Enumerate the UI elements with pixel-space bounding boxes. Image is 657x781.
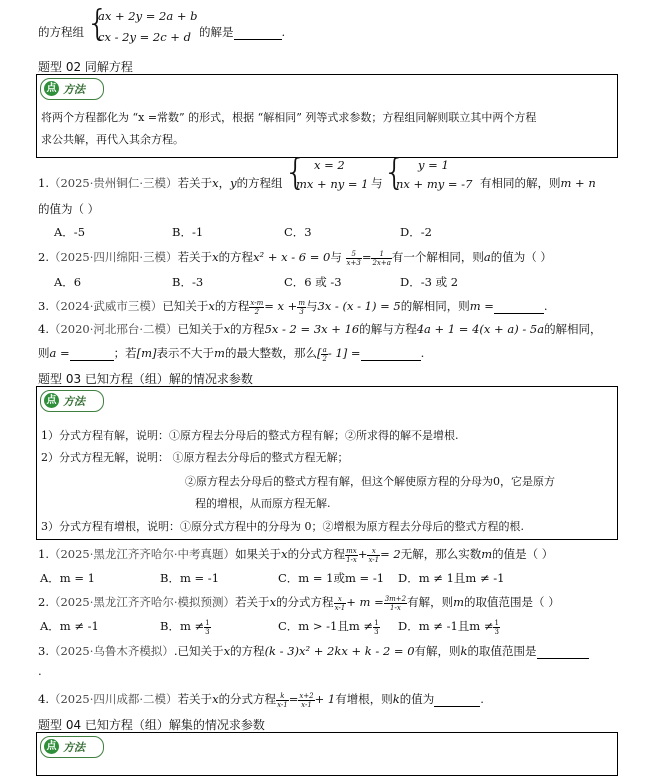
- q2-option-b[interactable]: B．-3: [172, 275, 204, 289]
- q2-option-c[interactable]: C．6 或 -3: [284, 275, 342, 289]
- method-badge-icon: 点: [44, 393, 59, 408]
- method-line: 求公共解，再代入其余方程。: [41, 133, 184, 146]
- method-line: 3）分式方程有增根，说明：①原分式方程中的分母为 0；②增根为原方程去分母后的整式方程的根.: [41, 520, 524, 533]
- method-badge-label: 方法: [63, 83, 85, 96]
- q8-answer-blank[interactable]: [434, 692, 480, 707]
- q1-sys1-eq1: x = 2: [314, 158, 345, 172]
- method-badge-label: 方法: [63, 741, 85, 754]
- q1-option-c[interactable]: C．3: [284, 225, 312, 239]
- intro-brace: {: [86, 3, 109, 44]
- method-line: 1）分式方程有解，说明：①原方程去分母后的整式方程有解；②所求得的解不是增根.: [41, 429, 459, 442]
- intro-prefix: 的方程组: [38, 25, 84, 39]
- method-line: 2）分式方程无解，说明： ①原方程去分母后的整式方程无解；: [41, 451, 349, 464]
- section-02-method-box: [36, 74, 618, 158]
- intro-answer-blank[interactable]: [234, 25, 282, 40]
- q7-answer-blank[interactable]: [537, 644, 589, 659]
- method-line: 程的增根，从而原方程无解.: [195, 497, 331, 510]
- intro-eq1: ax + 2y = 2a + b: [98, 9, 198, 23]
- q2-option-a[interactable]: A．6: [54, 275, 82, 289]
- q1-option-b[interactable]: B．-1: [172, 225, 204, 239]
- q1-option-d[interactable]: D．-2: [400, 225, 432, 239]
- q6-option-a[interactable]: A．m ≠ -1: [40, 619, 99, 633]
- q1-tail: 有相同的解，则m + n: [480, 176, 596, 190]
- q1-with: 与: [371, 176, 383, 190]
- method-badge-icon: 点: [44, 739, 59, 754]
- question-3: 3.（2024·武威市三模）已知关于x的方程 $\frac{x-m}{2}$ = x + $\frac{m}{3}$ 与3x - (x - 1) = 5的解相同，则m = .: [38, 298, 548, 316]
- question-8: 4.（2025·四川成都·二模）若关于x的分式方程 $\frac{k}{x-1}$ = $\frac{x+2}{x-1}$ + 1有增根，则k的值为 .: [38, 691, 484, 709]
- question-2: 2.（2025·四川绵阳·三模）若关于x的方程x² + x - 6 = 0与 $\frac{5}{x+3}$ = $\frac{1}{2x+a}$ 有一个解相同，则a的值为（ ）: [38, 249, 552, 267]
- intro-eq2: cx - 2y = 2c + d: [98, 30, 191, 44]
- method-line: 将两个方程都化为 “x =常数” 的形式，根据 “解相同” 列等式求参数；方程组同解则联立其中两个方程: [41, 111, 537, 124]
- section-03-method-box: [36, 386, 618, 540]
- q3-answer-blank[interactable]: [494, 299, 544, 314]
- method-line: ②原方程去分母后的整式方程有解，但这个解使原方程的分母为0，它是原方: [185, 475, 555, 488]
- q6-option-b[interactable]: B．m ≠ $\frac{1}{3}$: [160, 618, 210, 636]
- q2-option-d[interactable]: D．-3 或 2: [400, 275, 459, 289]
- method-badge-label: 方法: [63, 395, 85, 408]
- q5-option-a[interactable]: A．m = 1: [40, 571, 95, 585]
- q1-line2: 的值为（ ）: [38, 202, 100, 216]
- method-badge: [40, 78, 104, 100]
- method-badge-icon: 点: [44, 81, 59, 96]
- section-04-title: 题型 04 已知方程（组）解集的情况求参数: [38, 718, 265, 732]
- q1-brace-2: {: [383, 152, 406, 193]
- intro-suffix: 的解是 .: [199, 25, 286, 39]
- q4-answer-blank-1[interactable]: [70, 346, 114, 361]
- question-7: 3.（2025·乌鲁木齐模拟）.已知关于x的方程(k - 3)x² + 2kx + k - 2 = 0有解，则k的取值范围是: [38, 643, 589, 659]
- q1-brace-1: {: [284, 152, 307, 193]
- q7-dot: .: [38, 664, 42, 678]
- q5-option-c[interactable]: C．m = 1或m = -1: [278, 571, 385, 585]
- section-03-title: 题型 03 已知方程（组）解的情况求参数: [38, 372, 253, 386]
- section-02-title: 题型 02 同解方程: [38, 60, 133, 74]
- question-5: 1.（2025·黑龙江齐齐哈尔·中考真题）如果关于x的分式方程 $\frac{mx}{1-x}$ + $\frac{x}{x-1}$ = 2无解，那么实数m的值是（ ）: [38, 546, 554, 564]
- method-badge: [40, 390, 104, 412]
- q1-sys2-eq2: nx + my = -7: [396, 177, 473, 191]
- question-6: 2.（2025·黑龙江齐齐哈尔·模拟预测）若关于x的分式方程 $\frac{x}{x-1}$ + m = $\frac{3m+2}{1-x}$ 有解，则m的取值范围是（ ）: [38, 594, 560, 612]
- q6-option-c[interactable]: C．m > -1且m ≠ $\frac{1}{3}$: [278, 618, 379, 636]
- q5-option-d[interactable]: D．m ≠ 1且m ≠ -1: [398, 571, 505, 585]
- q6-option-d[interactable]: D．m ≠ -1且m ≠ $\frac{1}{3}$: [398, 618, 499, 636]
- question-4: 4.（2020·河北邢台·二模）已知关于x的方程5x - 2 = 3x + 16的解与方程4a + 1 = 4(x + a) - 5a的解相同，: [38, 322, 602, 336]
- q5-option-b[interactable]: B．m = -1: [160, 571, 220, 585]
- q1-sys1-eq2: mx + ny = 1: [296, 177, 369, 191]
- q1-option-a[interactable]: A．-5: [54, 225, 86, 239]
- question-4-line2: 则a = ；若[m]表示不大于m的最大整数，那么[ $\frac{a}{2}$ - 1] = .: [38, 345, 425, 363]
- section-04-method-box: [36, 732, 618, 776]
- method-badge: [40, 736, 104, 758]
- q1-sys2-eq1: y = 1: [418, 158, 449, 172]
- q4-answer-blank-2[interactable]: [361, 346, 421, 361]
- question-1: 1.（2025·贵州铜仁·三模）若关于x，y的方程组: [38, 176, 283, 190]
